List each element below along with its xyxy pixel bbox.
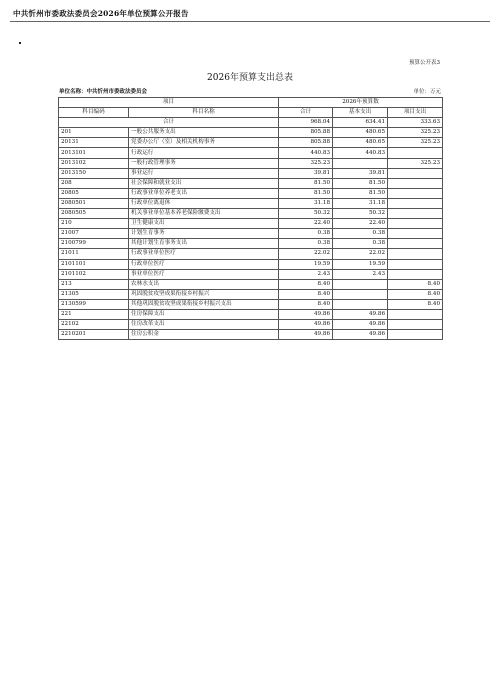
currency-unit-label: 单位：万元 (413, 89, 441, 95)
row-basic: 81.50 (333, 188, 388, 198)
table-row (59, 239, 443, 249)
row-project (388, 330, 443, 340)
row-project (388, 188, 443, 198)
unit-name-label: 单位名称：中共忻州市委政法委员会 (59, 89, 148, 95)
row-basic: 81.50 (333, 178, 388, 188)
row-total: 19.59 (279, 259, 333, 269)
row-total: 8.40 (279, 299, 333, 309)
row-total: 0.38 (279, 239, 333, 249)
row-project (388, 239, 443, 249)
row-basic: 49.86 (333, 330, 388, 340)
page-dot-mark (19, 42, 21, 44)
row-name: 其他计划生育事务支出 (129, 239, 279, 249)
row-name: 事业单位医疗 (129, 269, 279, 279)
row-project (388, 209, 443, 219)
row-project (388, 148, 443, 158)
row-code: 2101102 (59, 269, 129, 279)
row-code: 2013150 (59, 168, 129, 178)
table-row (59, 309, 443, 319)
row-code: 2080501 (59, 198, 129, 208)
table-row (59, 209, 443, 219)
total-project: 333.63 (388, 118, 443, 128)
table-title: 2026年预算支出总表 (207, 73, 293, 83)
total-row (59, 118, 443, 128)
row-code: 21305 (59, 289, 129, 299)
row-project (388, 259, 443, 269)
row-basic: 31.18 (333, 198, 388, 208)
row-name: 行政事业单位医疗 (129, 249, 279, 259)
row-name: 卫生健康支出 (129, 219, 279, 229)
row-code: 2013101 (59, 148, 129, 158)
row-basic: 22.02 (333, 249, 388, 259)
row-basic: 480.65 (333, 138, 388, 148)
row-project (388, 269, 443, 279)
row-code: 201 (59, 128, 129, 138)
table-row (59, 148, 443, 158)
table-row (59, 158, 443, 168)
table-header-row-group (59, 98, 443, 108)
table-header-row (59, 108, 443, 118)
table-row (59, 289, 443, 299)
row-total: 81.50 (279, 188, 333, 198)
row-name: 住房改革支出 (129, 320, 279, 330)
row-basic: 0.38 (333, 239, 388, 249)
row-code: 221 (59, 309, 129, 319)
row-code: 2130599 (59, 299, 129, 309)
row-total: 2.43 (279, 269, 333, 279)
header-item-group: 项目 (59, 98, 279, 108)
row-name: 住房保障支出 (129, 309, 279, 319)
row-code: 22102 (59, 320, 129, 330)
table-row (59, 279, 443, 289)
row-code: 20131 (59, 138, 129, 148)
header-code: 科目编码 (59, 108, 129, 118)
row-basic: 49.86 (333, 320, 388, 330)
row-project: 8.40 (388, 289, 443, 299)
row-basic (333, 279, 388, 289)
table-row (59, 128, 443, 138)
row-basic: 480.65 (333, 128, 388, 138)
row-name: 计划生育事务 (129, 229, 279, 239)
row-total: 81.50 (279, 178, 333, 188)
row-name: 行政单位离退休 (129, 198, 279, 208)
row-total: 8.40 (279, 279, 333, 289)
header-basic: 基本支出 (333, 108, 388, 118)
row-name: 住房公积金 (129, 330, 279, 340)
row-total: 440.83 (279, 148, 333, 158)
row-project: 325.23 (388, 158, 443, 168)
row-code: 2080505 (59, 209, 129, 219)
row-code: 208 (59, 178, 129, 188)
row-basic: 50.32 (333, 209, 388, 219)
row-basic: 0.38 (333, 229, 388, 239)
row-name: 其他巩固脱贫攻坚成果衔接乡村振兴支出 (129, 299, 279, 309)
row-basic: 39.81 (333, 168, 388, 178)
table-row (59, 269, 443, 279)
row-project (388, 198, 443, 208)
total-amount: 968.04 (279, 118, 333, 128)
table-number: 预算公开表3 (409, 60, 440, 66)
table-row (59, 138, 443, 148)
row-total: 49.86 (279, 320, 333, 330)
budget-expenditure-table (58, 97, 443, 340)
table-row (59, 188, 443, 198)
row-basic: 440.83 (333, 148, 388, 158)
row-basic (333, 158, 388, 168)
row-project (388, 249, 443, 259)
row-project (388, 219, 443, 229)
row-name: 机关事业单位基本养老保险缴费支出 (129, 209, 279, 219)
row-total: 50.32 (279, 209, 333, 219)
row-code: 2210201 (59, 330, 129, 340)
report-header-title: 中共忻州市委政法委员会2026年单位预算公开报告 (13, 9, 189, 18)
row-project: 8.40 (388, 299, 443, 309)
row-total: 325.23 (279, 158, 333, 168)
row-project: 325.23 (388, 138, 443, 148)
row-name: 事业运行 (129, 168, 279, 178)
row-basic (333, 289, 388, 299)
row-total: 49.86 (279, 309, 333, 319)
row-name: 行政运行 (129, 148, 279, 158)
row-name: 社会保障和就业支出 (129, 178, 279, 188)
row-total: 805.88 (279, 138, 333, 148)
table-row (59, 168, 443, 178)
table-row (59, 178, 443, 188)
table-row (59, 219, 443, 229)
row-total: 805.88 (279, 128, 333, 138)
row-code: 210 (59, 219, 129, 229)
row-total: 31.18 (279, 198, 333, 208)
row-project (388, 320, 443, 330)
row-total: 8.40 (279, 289, 333, 299)
header-divider (10, 21, 490, 22)
row-code: 2013102 (59, 158, 129, 168)
row-basic: 19.59 (333, 259, 388, 269)
total-label: 合计 (59, 118, 279, 128)
row-code: 20805 (59, 188, 129, 198)
row-name: 一般公共服务支出 (129, 128, 279, 138)
total-basic: 634.41 (333, 118, 388, 128)
row-name: 行政事业单位养老支出 (129, 188, 279, 198)
row-code: 21007 (59, 229, 129, 239)
row-project (388, 178, 443, 188)
row-basic: 2.43 (333, 269, 388, 279)
row-total: 49.86 (279, 330, 333, 340)
table-row (59, 198, 443, 208)
table-row (59, 229, 443, 239)
row-total: 22.40 (279, 219, 333, 229)
row-project: 8.40 (388, 279, 443, 289)
row-basic: 49.86 (333, 309, 388, 319)
row-total: 22.02 (279, 249, 333, 259)
row-project (388, 229, 443, 239)
row-basic: 22.40 (333, 219, 388, 229)
table-row (59, 330, 443, 340)
header-name: 科目名称 (129, 108, 279, 118)
table-row (59, 259, 443, 269)
row-name: 巩固脱贫攻坚成果衔接乡村振兴 (129, 289, 279, 299)
row-total: 39.81 (279, 168, 333, 178)
row-name: 一般行政管理事务 (129, 158, 279, 168)
row-project (388, 168, 443, 178)
table-row (59, 320, 443, 330)
row-name: 农林水支出 (129, 279, 279, 289)
row-name: 行政单位医疗 (129, 259, 279, 269)
header-project: 项目支出 (388, 108, 443, 118)
row-code: 2100799 (59, 239, 129, 249)
row-basic (333, 299, 388, 309)
row-project (388, 309, 443, 319)
header-total: 合计 (279, 108, 333, 118)
row-code: 21011 (59, 249, 129, 259)
row-project: 325.23 (388, 128, 443, 138)
row-name: 党委办公厅（室）及相关机构事务 (129, 138, 279, 148)
row-code: 2101101 (59, 259, 129, 269)
header-budget-group: 2026年预算数 (279, 98, 443, 108)
table-row (59, 249, 443, 259)
table-row (59, 299, 443, 309)
row-code: 213 (59, 279, 129, 289)
row-total: 0.38 (279, 229, 333, 239)
